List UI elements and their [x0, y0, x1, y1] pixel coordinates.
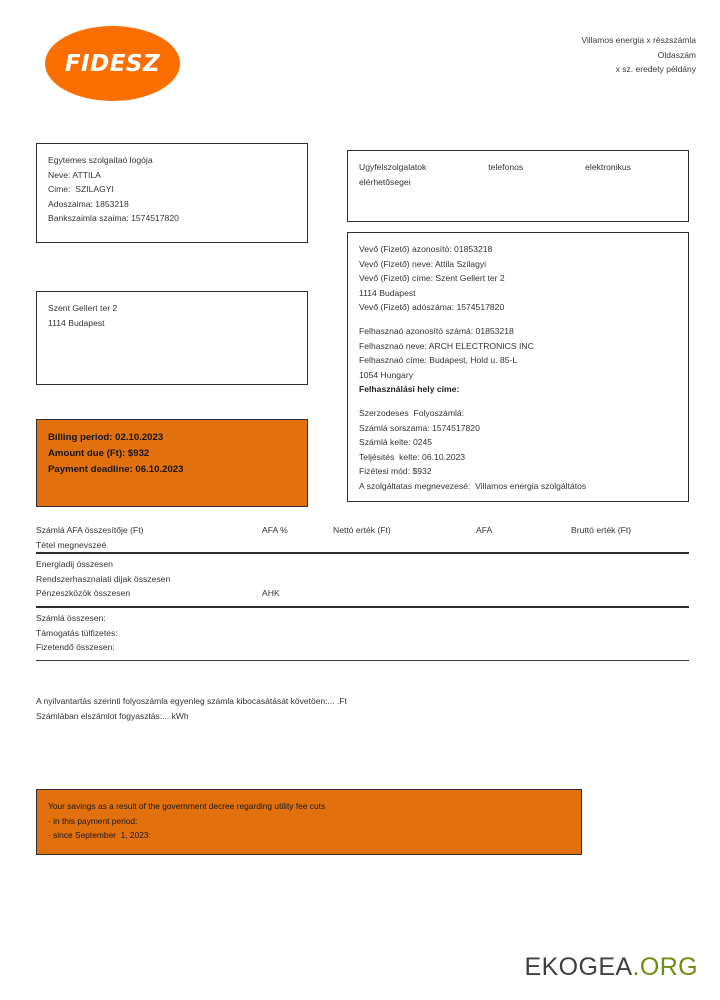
row-2-vat: AHK	[262, 588, 280, 599]
table-header-name: Számlá AFA összesítője (Ft)	[36, 525, 144, 535]
total-1-name: Támogatás túlfizetes:	[36, 627, 118, 638]
document-header	[581, 33, 696, 77]
table-subheader-label: Tétel megnevszeé	[36, 539, 107, 550]
fidesz-logo-text: FIDESZ	[64, 50, 161, 77]
watermark-tld: .ORG	[632, 953, 698, 981]
fidesz-logo	[45, 26, 180, 101]
payment-deadline: Payment deadline: 06.10.2023	[48, 464, 184, 475]
watermark-name: EKOGEA	[524, 953, 633, 981]
table-total-row	[36, 640, 689, 655]
invoice-date: Számlá kelte: 0245	[359, 437, 433, 448]
total-2-name: Fizetendő összesen:	[36, 642, 115, 653]
supplier-name: Neve: ATTILA	[48, 169, 101, 180]
row-1-name: Rendszerhasznalati dijak összesen	[36, 573, 171, 584]
recipient-city: 1114 Budapest	[48, 317, 105, 328]
amount-due: Amount due (Ft): $932	[48, 448, 150, 459]
invoice-meta-group	[359, 406, 677, 494]
supplier-bank-account: Bankszaimla szaima: 1574517820	[48, 213, 179, 224]
supplier-tax-number: Adoszaima: 1853218	[48, 198, 129, 209]
buyer-details-group	[359, 242, 677, 315]
buyer-address: Vevő (Fizető) címe: Szent Gellert ter 2	[359, 273, 505, 284]
table-header-row	[36, 523, 689, 538]
table-header-net: Nettó erték (Ft)	[333, 525, 391, 535]
user-address: Felhasznaó címe: Budapest, Hold u. 85-L	[359, 355, 518, 366]
buyer-city: 1114 Budapest	[359, 287, 416, 298]
supplier-address: Cime: SZILAGYI	[48, 184, 114, 195]
table-header-gross: Bruttó erték (Ft)	[571, 525, 632, 535]
service-description: A szolgáltatas megnevezesé: Villamos energia szolgáltátos	[359, 480, 587, 491]
table-header-afa: AFA	[476, 525, 493, 535]
header-line-page-number: Oldaszám	[657, 49, 696, 60]
savings-this-period: · in this payment period:	[48, 815, 138, 826]
billing-summary-box	[36, 419, 308, 507]
vat-summary-table	[36, 523, 689, 661]
table-subheader-row	[36, 538, 689, 553]
row-0-name: Energiadij összesen	[36, 559, 113, 570]
user-details-group	[359, 324, 677, 397]
customer-service-box	[347, 150, 689, 222]
invoice-notes	[36, 694, 596, 724]
user-name: Felhasznaó neve: ARCH ELECTRONICS INC	[359, 340, 534, 351]
supplier-box	[36, 143, 308, 243]
user-city: 1054 Hungary	[359, 369, 413, 380]
table-header-vat: AFA %	[262, 525, 288, 535]
table-rule-bottom	[36, 660, 689, 661]
savings-since-date: · since September 1, 2023:	[48, 830, 151, 841]
note-consumption: Számlában elszámlot fogyasztás:... kWh	[36, 711, 189, 721]
savings-box	[36, 789, 582, 855]
ekogea-watermark	[525, 953, 699, 982]
table-total-row	[36, 611, 689, 626]
recipient-street: Szent Gellert ter 2	[48, 303, 118, 313]
supplier-logo-label: Egytemes szolgaitaó logója	[48, 155, 153, 165]
buyer-tax-number: Vevő (Fizető) adószáma: 1574517820	[359, 302, 505, 313]
buyer-id: Vevő (Fizető) azonosító: 01853218	[359, 244, 493, 254]
contract-account: Szerzodeses Folyoszámlá:	[359, 407, 465, 418]
total-0-name: Számlá összesen:	[36, 612, 106, 623]
note-balance: A nyilvantartás szerinti folyoszámla egyenleg számla kibocasátását követöen:... .Ft	[36, 696, 347, 706]
table-row	[36, 586, 689, 601]
invoice-serial-number: Számlá sorszama: 1574517820	[359, 422, 480, 433]
fulfillment-date: Teljésités kelte: 06.10.2023	[359, 451, 466, 462]
table-row	[36, 572, 689, 587]
customer-service-headings	[359, 160, 631, 175]
consumption-site-label: Felhasználási hely címe:	[359, 384, 460, 395]
payment-method: Fizétesi mód: $932	[359, 466, 432, 477]
customer-service-subtitle: elérhetősegei	[359, 176, 411, 187]
customer-service-word-1: Ugyfelszolgalatok	[359, 162, 427, 172]
row-2-name: Pénzeszközök összesen	[36, 588, 131, 599]
savings-title: Your savings as a result of the government decree regarding utility fee cuts	[48, 801, 326, 811]
invoice-details-box	[347, 232, 689, 502]
table-total-row	[36, 626, 689, 641]
table-row	[36, 557, 689, 572]
recipient-address-box	[36, 291, 308, 385]
user-id: Felhasznaó azonosító számá: 01853218	[359, 325, 514, 336]
customer-service-word-2: telefonos	[488, 162, 524, 172]
customer-service-word-3: elektronikus	[585, 162, 631, 172]
header-line-invoice-type: Villamos energia x részszámla	[581, 35, 696, 45]
buyer-name: Vevő (Fizető) neve: Attila Szilagyi	[359, 258, 487, 269]
billing-period: Billing period: 02.10.2023	[48, 432, 164, 443]
header-line-copy-info: x sz. eredety példány	[615, 64, 696, 74]
